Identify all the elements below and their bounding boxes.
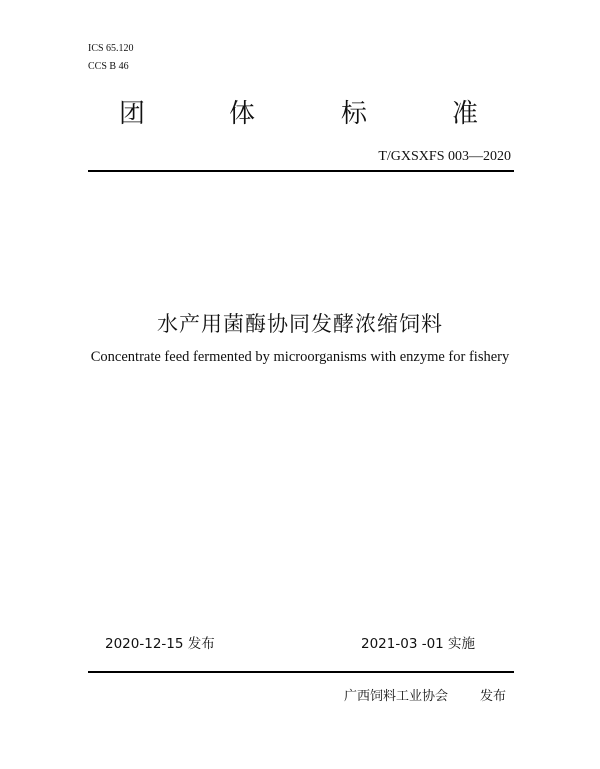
footer-divider	[88, 671, 514, 673]
publish-label: 发布	[480, 689, 507, 704]
publisher-name: 广西饲料工业协会	[344, 689, 449, 704]
issue-date: 2020-12-15 发布	[105, 636, 215, 652]
standard-number: T/GXSXFS 003—2020	[378, 149, 511, 164]
header-divider	[88, 170, 514, 172]
ics-code: ICS 65.120	[88, 43, 134, 54]
standard-type-char-2: 体	[229, 99, 256, 129]
ccs-code: CCS B 46	[88, 61, 129, 72]
standard-type-char-3: 标	[341, 99, 368, 129]
standard-type-char-4: 准	[452, 99, 479, 129]
title-chinese: 水产用菌酶协同发酵浓缩饲料	[157, 312, 443, 336]
standard-type-char-1: 团	[119, 99, 146, 129]
implementation-date: 2021-03 -01 实施	[361, 636, 476, 652]
title-english: Concentrate feed fermented by microorganisms with enzyme for fishery	[90, 349, 510, 365]
